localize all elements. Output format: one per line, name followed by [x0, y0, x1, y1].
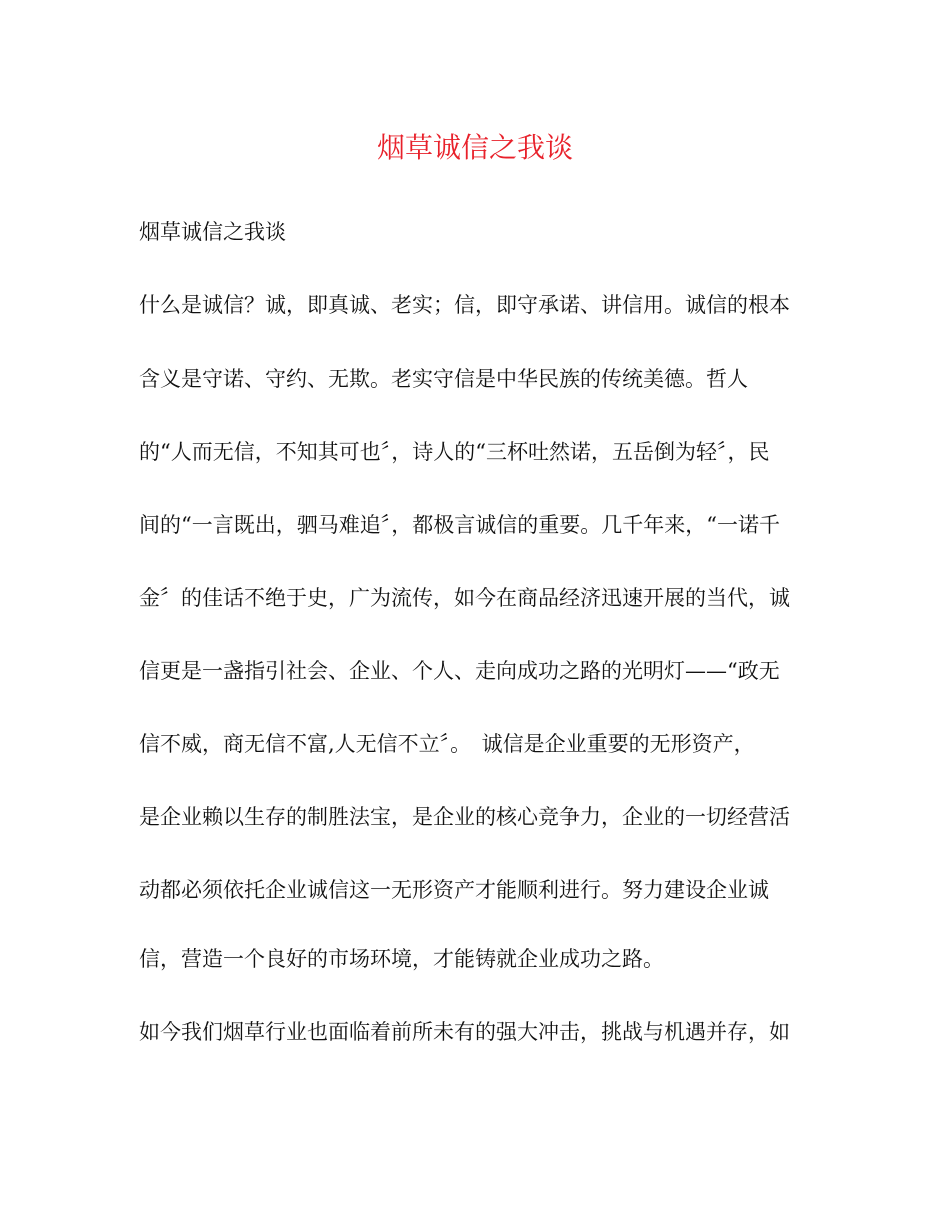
paragraph-line: 的“人而无信，不知其可也〞，诗人的“三杯吐然诺，五岳倒为轻〞，民 — [139, 440, 770, 464]
paragraph-line: 含义是守诺、守约、无欺。老实守信是中华民族的传统美德。哲人 — [139, 367, 748, 391]
paragraph-line: 如今我们烟草行业也面临着前所未有的强大冲击，挑战与机遇并存，如 — [139, 1020, 790, 1044]
paragraph-line: 金〞的佳话不绝于史，广为流传，如今在商品经济迅速开展的当代，诚 — [139, 586, 790, 610]
document-subtitle: 烟草诚信之我谈 — [139, 220, 286, 244]
paragraph-line: 间的“一言既出，驷马难追〞，都极言诚信的重要。几千年来，“一诺千 — [139, 513, 780, 537]
paragraph-line: 信更是一盏指引社会、企业、个人、走向成功之路的光明灯——“政无 — [139, 659, 780, 683]
paragraph-line: 信不威，商无信不富,人无信不立〞。 诚信是企业重要的无形资产， — [139, 732, 755, 756]
paragraph-line: 信，营造一个良好的市场环境，才能铸就企业成功之路。 — [139, 947, 664, 971]
paragraph-line: 动都必须依托企业诚信这一无形资产才能顺利进行。努力建设企业诚 — [139, 878, 769, 902]
paragraph-line: 是企业赖以生存的制胜法宝，是企业的核心竞争力，企业的一切经营活 — [139, 805, 790, 829]
document-title: 烟草诚信之我谈 — [376, 131, 573, 164]
paragraph-line: 什么是诚信？诚，即真诚、老实；信，即守承诺、讲信用。诚信的根本 — [139, 293, 790, 317]
